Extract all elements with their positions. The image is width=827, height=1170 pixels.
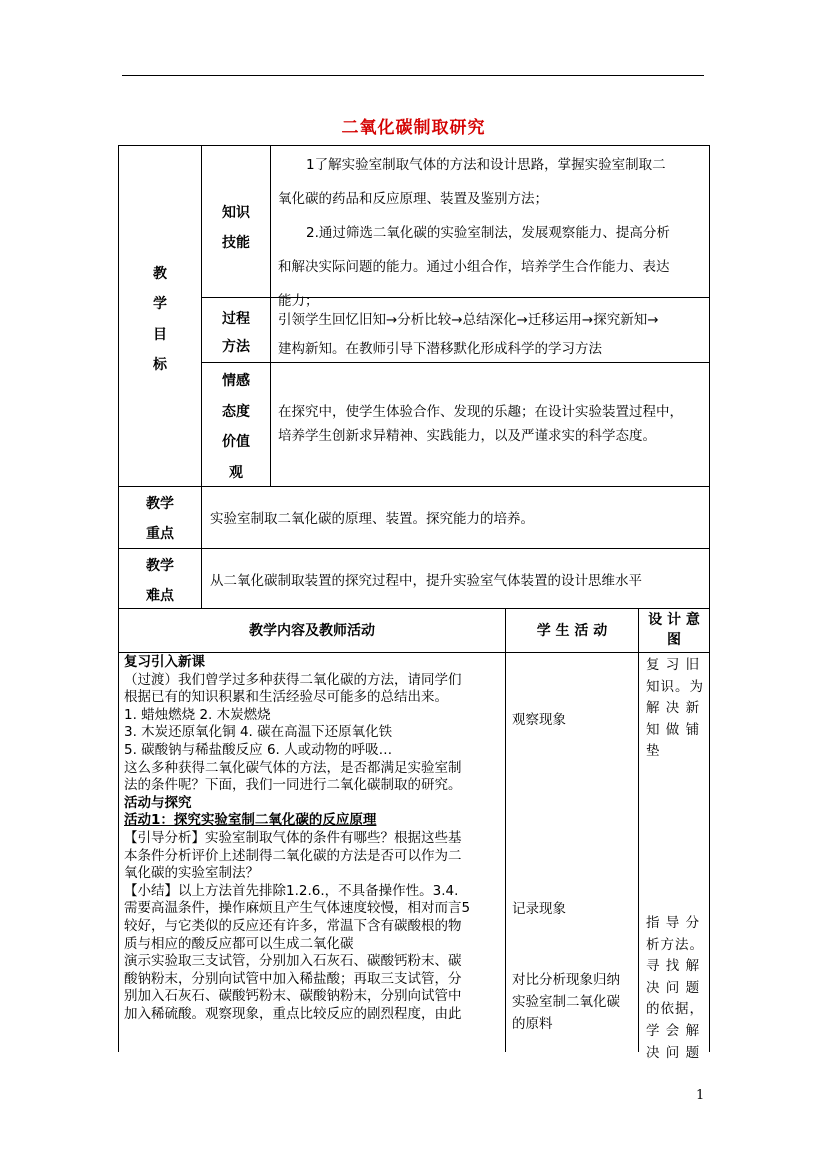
- page-title: 二氧化碳制取研究: [341, 118, 486, 138]
- key-point-label: 教学 重点: [146, 496, 174, 542]
- design-intent-2: 指 导 分 析方法。 寻 找 解 决 问 题 的依据， 学 会 解 决 问 题: [646, 915, 704, 1061]
- objectives-label-char: 标: [153, 357, 167, 373]
- objectives-label-char: 教: [153, 266, 167, 282]
- design-intent-1: 复 习 旧 知识。为 解 决 新 知 做 铺 垫: [646, 657, 704, 760]
- header-design: 设 计 意 图: [648, 612, 700, 648]
- objectives-label-char: 目: [153, 327, 167, 343]
- emotion-label: 情感 态度 价值 观: [222, 373, 250, 481]
- process-text: 引领学生回忆旧知→分析比较→总结深化→迁移运用→探究新知→ 建构新知。在教师引导下潜移默化形成科学的学习方法: [278, 312, 659, 357]
- key-point-text: 实验室制取二氧化碳的原理、装置。探究能力的培养。: [210, 511, 534, 527]
- student-activity-2: 记录现象: [512, 901, 566, 917]
- difficulty-label: 教学 难点: [146, 558, 174, 604]
- emotion-text: 在探究中，使学生体验合作、发现的乐趣；在设计实验装置过程中， 培养学生创新求异精神、实践能力，以及严谨求实的科学态度。: [278, 404, 683, 444]
- lesson-content: 复习引入新课 （过渡）我们曾学过多种获得二氧化碳的方法，请同学们 根据已有的知识积累和生活经验尽可能多的总结出来。 1. 蜡烛燃烧 2. 木炭燃烧 3. 木炭还原氧化铜 4. 碳在高温下还原氧化铁 5. 碳酸钠与稀盐酸反应 6. 人或动物的呼吸… 这么多种获得二氧化碳气体的方法，是否都满足实验室制 法的条件呢？下面，我们一同进行二氧化碳制取的研究。 活动与探究 活动1：探究实验室制二氧化碳的反应原理 【引导分析】实验室制取气体的条件有哪些？根据这些基 本条件分析评价上述制得二氧化碳的方法是否可以作为二 氧化碳的实验室制法？ 【小结】以上方法首先排除1.2.6.，不具备操作性。3.4. 需要高温条件，操作麻烦且产生气体速度较慢，相对而言5 较好，与它类似的反应还有许多，常温下含有碳酸根的物 质与相应的酸反应都可以生成二氧化碳 演示实验取三支试管，分别加入石灰石、碳酸钙粉末、碳 酸钠粉末，分别向试管中加入稀盐酸；再取三支试管，分 别加入石灰石、碳酸钙粉末、碳酸钠粉末，分别向试管中 加入稀硫酸。观察现象，重点比较反应的剧烈程度，由此: [124, 654, 471, 1022]
- process-label: 过程 方法: [222, 311, 250, 355]
- difficulty-text: 从二氧化碳制取装置的探究过程中，提升实验室气体装置的设计思维水平: [210, 573, 642, 589]
- header-content: 教学内容及教师活动: [249, 623, 375, 639]
- student-activity-3: 对比分析现象归纳 实验室制二氧化碳 的原料: [512, 972, 620, 1032]
- page-number: 1: [696, 1088, 705, 1103]
- student-activity-1: 观察现象: [512, 712, 566, 728]
- header-rule: [122, 75, 704, 76]
- objectives-label-char: 学: [153, 296, 167, 312]
- header-student: 学 生 活 动: [536, 623, 608, 639]
- knowledge-text: 1了解实验室制取气体的方法和设计思路，掌握实验室制取二 氧化碳的药品和反应原理、装置及鉴别方法； 2.通过筛选二氧化碳的实验室制法，发展观察能力、提高分析 和解决实际问题的能力。通过小组合作，培养学生合作能力、表达 能力；: [278, 157, 670, 309]
- knowledge-label: 知识 技能: [222, 205, 250, 251]
